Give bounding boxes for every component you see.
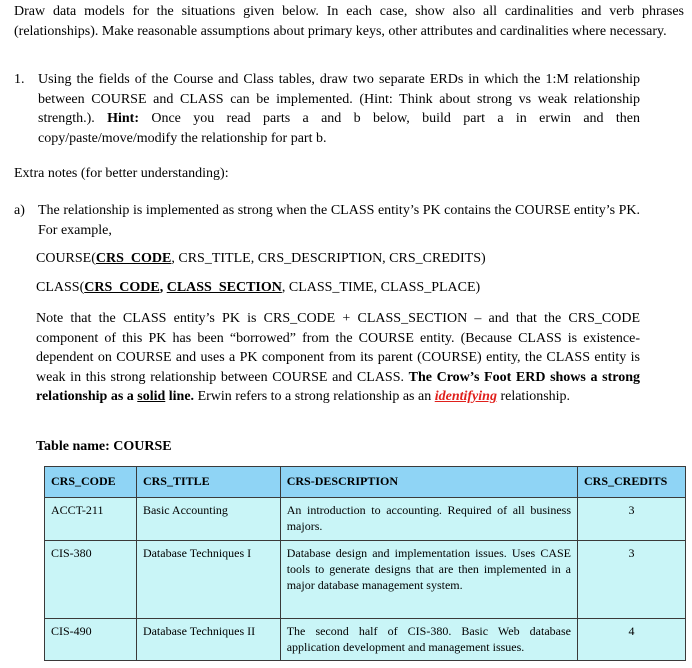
question-1-number: 1. [14, 72, 25, 87]
column-header-crs-credits: CRS_CREDITS [578, 467, 686, 498]
cell-crs-credits: 3 [578, 498, 686, 541]
note-paragraph [36, 309, 640, 407]
part-a [14, 201, 640, 240]
cell-crs-code: CIS-380 [45, 541, 137, 619]
course-schema [36, 249, 640, 269]
question-1-text [38, 70, 640, 148]
question-1-text-end: Once you read parts a and b below, build part a in erwin and then copy/paste/move/modify the relationship for part b. [38, 111, 640, 146]
identifying-term: identifying [434, 389, 497, 404]
table-header-row [45, 467, 686, 498]
part-a-label: a) [14, 203, 25, 218]
note-solid-word: solid [137, 389, 166, 404]
course-table [44, 466, 686, 661]
note-tail: Erwin refers to a strong relationship as an [194, 389, 435, 404]
cell-crs-title: Database Techniques II [136, 619, 280, 661]
table-row [45, 498, 686, 541]
cell-crs-code: ACCT-211 [45, 498, 137, 541]
hint-label: Hint: [107, 111, 139, 126]
note-text: Note that the CLASS entity’s PK is CRS_CODE + CLASS_SECTION – and that the CRS_CODE component of this PK has been “borrowed” from the COURSE entity. (Because CLASS is existence-dependent on COURSE and uses a PK component from its parent (COURSE) entity, the CLASS entity is weak in this strong relationship between COURSE and CLASS. [36, 311, 640, 385]
part-a-text: The relationship is implemented as strong when the CLASS entity’s PK contains the COURSE entity’s PK. For example, [38, 203, 640, 238]
table-row [45, 619, 686, 661]
column-header-crs-title: CRS_TITLE [136, 467, 280, 498]
cell-crs-title: Database Techniques I [136, 541, 280, 619]
class-schema [36, 278, 640, 298]
note-bold-text: The Crow’s Foot ERD shows a strong relationship as a [36, 369, 640, 404]
class-schema-attributes: , CLASS_TIME, CLASS_PLACE) [281, 280, 481, 295]
intro-paragraph: Draw data models for the situations given below. In each case, show also all cardinalities and verb phrases (relationships). Make reasonable assumptions about primary keys, other attributes and cardinalities where necessary. [14, 4, 684, 39]
course-schema-prefix: COURSE( [36, 251, 96, 266]
table-name-label: Table name: COURSE [36, 439, 172, 454]
question-1-text-start: Using the fields of the Course and Class tables, draw two separate ERDs in which the 1:M relationship between COURSE and CLASS can be implemented. (Hint: Think about strong vs weak relationship strength.). [38, 72, 640, 126]
class-key-separator: , [159, 280, 167, 295]
class-schema-prefix: CLASS( [36, 280, 85, 295]
question-1 [14, 70, 640, 148]
class-primary-key-1: CRS_CODE [84, 280, 160, 295]
cell-crs-credits: 4 [578, 619, 686, 661]
table-row [45, 541, 686, 619]
note-end: relationship. [496, 389, 571, 404]
cell-crs-description: The second half of CIS-380. Basic Web database application development and management issues. [280, 619, 577, 661]
cell-crs-description: Database design and implementation issues. Uses CASE tools to generate designs that are then implemented in a major database management system. [280, 541, 577, 619]
course-primary-key: CRS_CODE [95, 251, 172, 266]
course-schema-attributes: , CRS_TITLE, CRS_DESCRIPTION, CRS_CREDITS) [171, 251, 486, 266]
cell-crs-title: Basic Accounting [136, 498, 280, 541]
class-primary-key-2: CLASS_SECTION [166, 280, 282, 295]
column-header-crs-code: CRS_CODE [45, 467, 137, 498]
cell-crs-description: An introduction to accounting. Required of all business majors. [280, 498, 577, 541]
column-header-crs-description: CRS-DESCRIPTION [280, 467, 577, 498]
cell-crs-code: CIS-490 [45, 619, 137, 661]
cell-crs-credits: 3 [578, 541, 686, 619]
note-bold-end: line. [165, 389, 195, 404]
extra-notes-heading: Extra notes (for better understanding): [14, 166, 229, 181]
